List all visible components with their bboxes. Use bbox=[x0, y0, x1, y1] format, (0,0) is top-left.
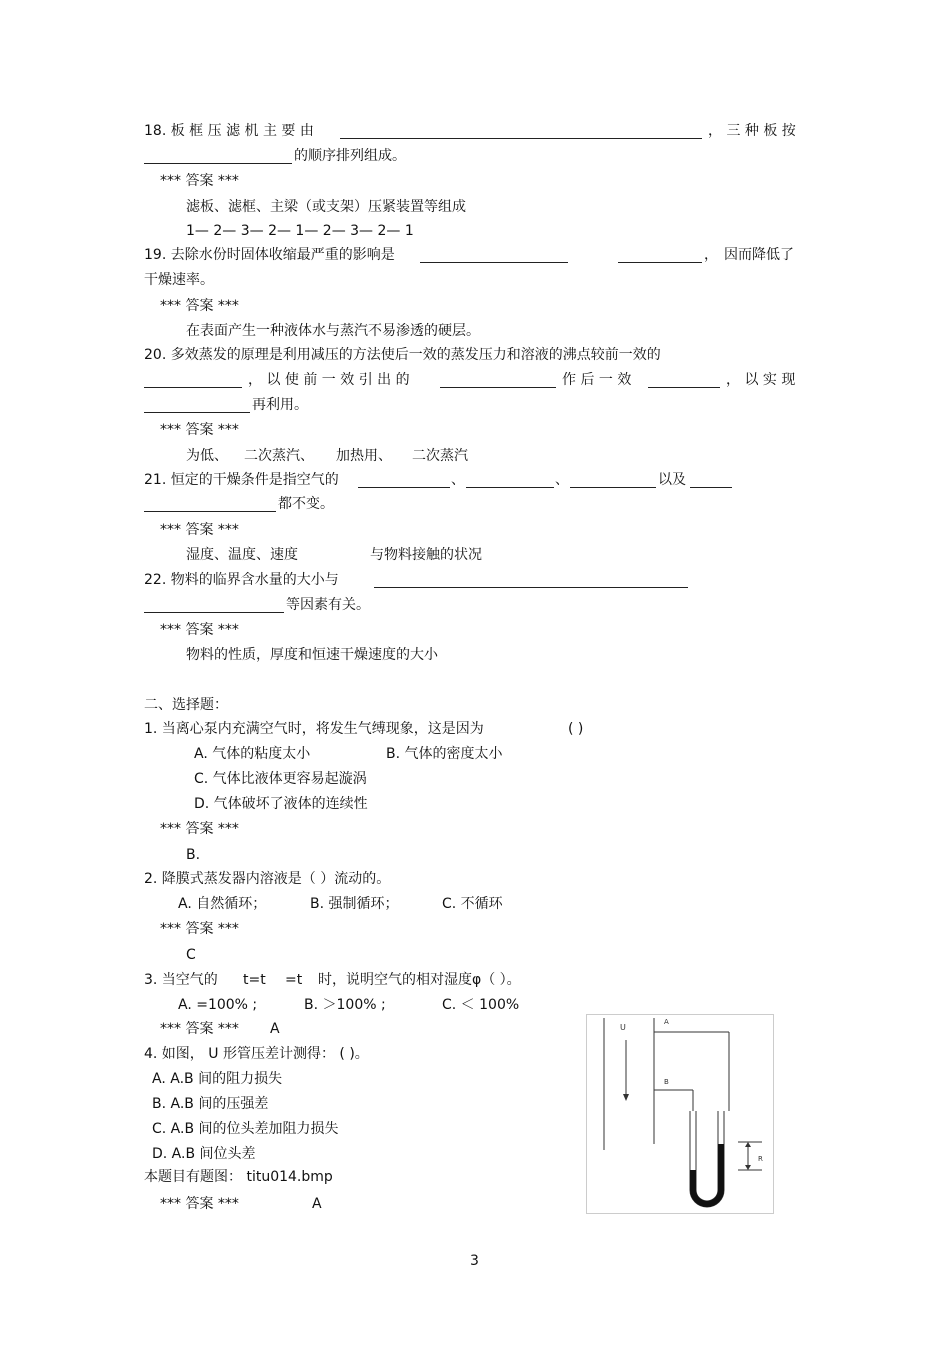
option-b: B. 气体的密度太小 bbox=[386, 746, 503, 762]
blank bbox=[358, 473, 450, 488]
q18-line1 bbox=[144, 122, 314, 140]
q20-text: 20. 多效蒸发的原理是利用减压的方法使后一效的蒸发压力和溶液的沸点较前一效的 bbox=[144, 347, 661, 363]
answer-text: 湿度、温度、速度 bbox=[186, 547, 298, 563]
label-r: R bbox=[758, 1155, 763, 1163]
q19-text-d: 干燥速率。 bbox=[144, 272, 214, 288]
c3-question-rest: 时，说明空气的相对湿度φ（ ）。 bbox=[318, 972, 521, 988]
q20-text-c: 作 后 一 效 bbox=[562, 372, 632, 388]
q19-text-c: 因而降低了 bbox=[724, 247, 794, 263]
blank bbox=[440, 373, 556, 388]
q21-text-c: 都不变。 bbox=[278, 496, 334, 512]
blank bbox=[570, 473, 656, 488]
option-c: C. ＜ 100% bbox=[442, 997, 520, 1013]
c3-question: 3. 当空气的 bbox=[144, 972, 218, 988]
q18-text-c: 的顺序排列组成。 bbox=[294, 148, 406, 164]
section-heading: 二、选择题： bbox=[144, 697, 228, 713]
figure-frame bbox=[587, 1015, 774, 1214]
c4-question: 4. 如图， U 形管压差计测得： ( )。 bbox=[144, 1046, 369, 1062]
answer-marker: *** 答案 *** bbox=[160, 298, 239, 314]
blank bbox=[340, 124, 702, 139]
answer-marker: *** 答案 *** bbox=[160, 1021, 239, 1037]
q22-text-b: 等因素有关。 bbox=[286, 597, 370, 613]
blank bbox=[144, 373, 242, 388]
c1-question: 1. 当离心泵内充满空气时，将发生气缚现象，这是因为 bbox=[144, 721, 484, 737]
answer-marker: *** 答案 *** bbox=[160, 522, 239, 538]
option-b: B. ＞100% ; bbox=[304, 997, 386, 1013]
q20-text-b: ， 以 使 前 一 效 引 出 的 bbox=[248, 372, 410, 388]
answer-text: 二次蒸汽 bbox=[412, 448, 468, 464]
option-a: A. 自然循环； bbox=[178, 896, 267, 912]
answer-text: A bbox=[312, 1196, 322, 1212]
answer-marker: *** 答案 *** bbox=[160, 422, 239, 438]
c1-paren: ( ) bbox=[568, 721, 584, 737]
answer-text: 物料的性质，厚度和恒速干燥速度的大小 bbox=[186, 647, 438, 663]
label-u: U bbox=[620, 1023, 626, 1032]
option-c: C. 不循环 bbox=[442, 896, 503, 912]
answer-text: 在表面产生一种液体水与蒸汽不易渗透的硬层。 bbox=[186, 323, 480, 339]
blank bbox=[144, 398, 250, 413]
blank bbox=[648, 373, 720, 388]
label-a: A bbox=[664, 1018, 669, 1026]
q19-text: 19. 去除水份时固体收缩最严重的影响是 bbox=[144, 247, 395, 263]
q20-text-d: ， 以 实 现 bbox=[726, 372, 796, 388]
separator: 、 bbox=[555, 472, 569, 488]
q19-text-b: ， bbox=[704, 247, 718, 263]
blank bbox=[690, 473, 732, 488]
separator: 、 bbox=[451, 472, 465, 488]
option-d: D. 气体破坏了液体的连续性 bbox=[194, 796, 368, 812]
answer-marker: *** 答案 *** bbox=[160, 821, 239, 837]
q20-text-e: 再利用。 bbox=[252, 397, 308, 413]
q21-text: 21. 恒定的干燥条件是指空气的 bbox=[144, 472, 339, 488]
option-c: C. A.B 间的位头差加阻力损失 bbox=[152, 1121, 339, 1137]
option-b: B. A.B 间的压强差 bbox=[152, 1096, 269, 1112]
option-a: A. 气体的粘度太小 bbox=[194, 746, 311, 762]
c2-question: 2. 降膜式蒸发器内溶液是（ ）流动的。 bbox=[144, 871, 391, 887]
label-b: B bbox=[664, 1078, 669, 1086]
answer-text: 滤板、滤框、主梁（或支架）压紧装置等组成 bbox=[186, 199, 466, 215]
blank bbox=[144, 497, 276, 512]
c3-question-var: t=t bbox=[243, 972, 266, 988]
answer-marker: *** 答案 *** bbox=[160, 921, 239, 937]
page-number: 3 bbox=[470, 1253, 479, 1269]
u-tube-diagram bbox=[586, 1014, 774, 1214]
blank bbox=[144, 598, 284, 613]
answer-marker: *** 答案 *** bbox=[160, 1196, 239, 1212]
blank bbox=[466, 473, 554, 488]
option-a: A. =100% ; bbox=[178, 997, 258, 1013]
answer-text: 为低、 bbox=[186, 448, 228, 464]
q18-text-b: ， 三 种 板 按 bbox=[708, 123, 796, 139]
answer-text: C bbox=[186, 947, 196, 963]
blank bbox=[618, 248, 702, 263]
answer-text: 二次蒸汽、 bbox=[244, 448, 314, 464]
answer-text: 加热用、 bbox=[336, 448, 392, 464]
answer-marker: *** 答案 *** bbox=[160, 622, 239, 638]
blank bbox=[420, 248, 568, 263]
option-c: C. 气体比液体更容易起漩涡 bbox=[194, 771, 367, 787]
blank bbox=[144, 149, 292, 164]
figure-note: 本题目有题图： titu014.bmp bbox=[144, 1169, 333, 1185]
blank bbox=[374, 573, 688, 588]
option-b: B. 强制循环； bbox=[310, 896, 399, 912]
q21-text-b: 以及 bbox=[658, 472, 686, 488]
option-a: A. A.B 间的阻力损失 bbox=[152, 1071, 283, 1087]
option-d: D. A.B 间位头差 bbox=[152, 1146, 256, 1162]
answer-text: 1— 2— 3— 2— 1— 2— 3— 2— 1 bbox=[186, 223, 414, 239]
c3-question-var: =t bbox=[285, 972, 303, 988]
answer-text: B. bbox=[186, 847, 201, 863]
answer-text: 与物料接触的状况 bbox=[370, 547, 482, 563]
q22-text: 22. 物料的临界含水量的大小与 bbox=[144, 572, 339, 588]
q18-text: 18. 板 框 压 滤 机 主 要 由 bbox=[144, 123, 314, 139]
answer-text: A bbox=[270, 1021, 280, 1037]
answer-marker: *** 答案 *** bbox=[160, 173, 239, 189]
